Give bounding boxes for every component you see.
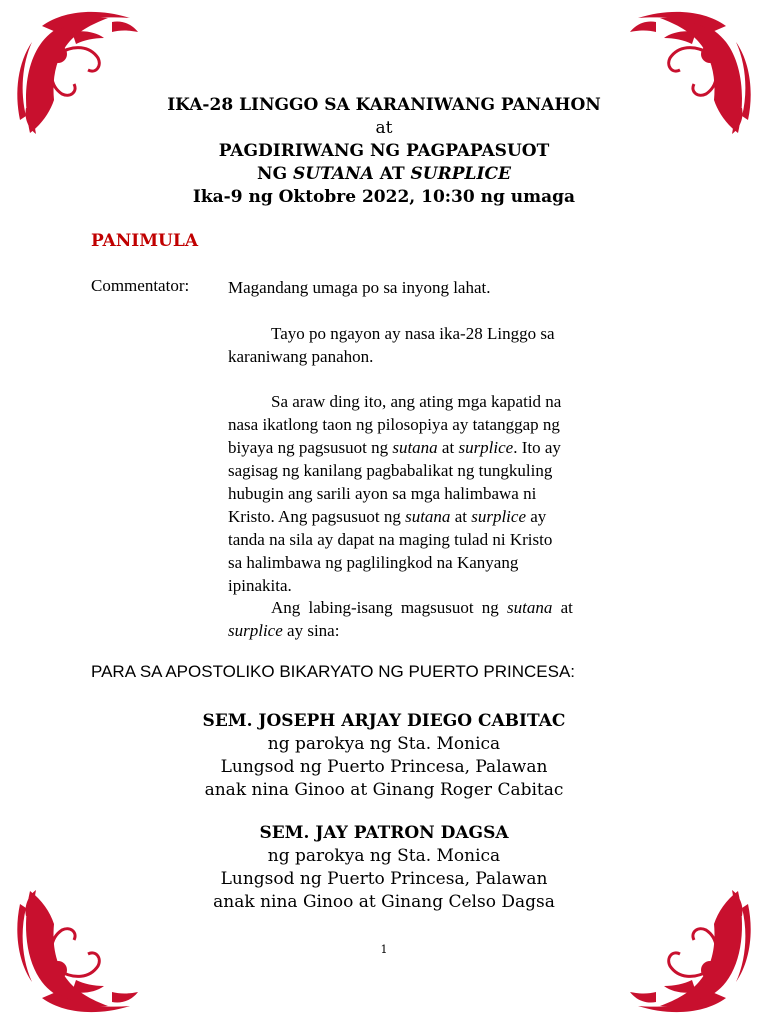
title-line-3: PAGDIRIWANG NG PAGPAPASUOT (218, 141, 550, 161)
paragraph-2: Sa araw ding ito, ang ating mga kapatid na nasa ikatlong taon ng pilosopiya ay tatanggap ng biyaya ng pagsusuot ng sutana at surplice. Ito ay sagisag ng kanilang pagbabalikat ng tungkuling hubugin ang sarili ayon sa mga halimbawa ni Kristo. Ang pagsusuot ng sutana at surplice ay tanda na sila ay dapat na maging tulad ni Kristo sa halimbawa ng paglilingkod na Kanyang ipinakita. (228, 392, 562, 595)
seminarian-name: SEM. JAY PATRON DAGSA (259, 823, 509, 843)
commentator-label: Commentator: (91, 276, 190, 295)
seminarian-parents: anak nina Ginoo at Ginang Celso Dagsa (213, 892, 555, 912)
seminarian-city: Lungsod ng Puerto Princesa, Palawan (220, 869, 548, 889)
page-number: 1 (380, 943, 388, 956)
title-date: Ika-9 ng Oktobre 2022, 10:30 ng umaga (192, 187, 576, 207)
vicariate-heading: PARA SA APOSTOLIKO BIKARYATO NG PUERTO PRINCESA: (91, 662, 576, 681)
seminarian-entry (0, 822, 768, 914)
paragraph-1: Tayo po ngayon ay nasa ika-28 Linggo sa karaniwang panahon. (228, 324, 555, 366)
paragraph-3: Ang labing-isang magsusuot ng sutana at surplice ay sina: (228, 598, 573, 640)
seminarian-name: SEM. JOSEPH ARJAY DIEGO CABITAC (202, 711, 566, 731)
title-line-2: at (375, 118, 393, 138)
section-title: PANIMULA (91, 231, 199, 251)
greeting-line: Magandang umaga po sa inyong lahat. (228, 278, 491, 297)
title-line-4: NG SUTANA AT SURPLICE (257, 164, 511, 184)
title-line-1: IKA-28 LINGGO SA KARANIWANG PANAHON (167, 95, 601, 115)
seminarian-parents: anak nina Ginoo at Ginang Roger Cabitac (204, 780, 564, 800)
seminarian-entry (0, 710, 768, 802)
seminarian-city: Lungsod ng Puerto Princesa, Palawan (220, 757, 548, 777)
seminarian-parish: ng parokya ng Sta. Monica (267, 846, 501, 866)
document-title (0, 94, 768, 209)
seminarian-parish: ng parokya ng Sta. Monica (267, 734, 501, 754)
